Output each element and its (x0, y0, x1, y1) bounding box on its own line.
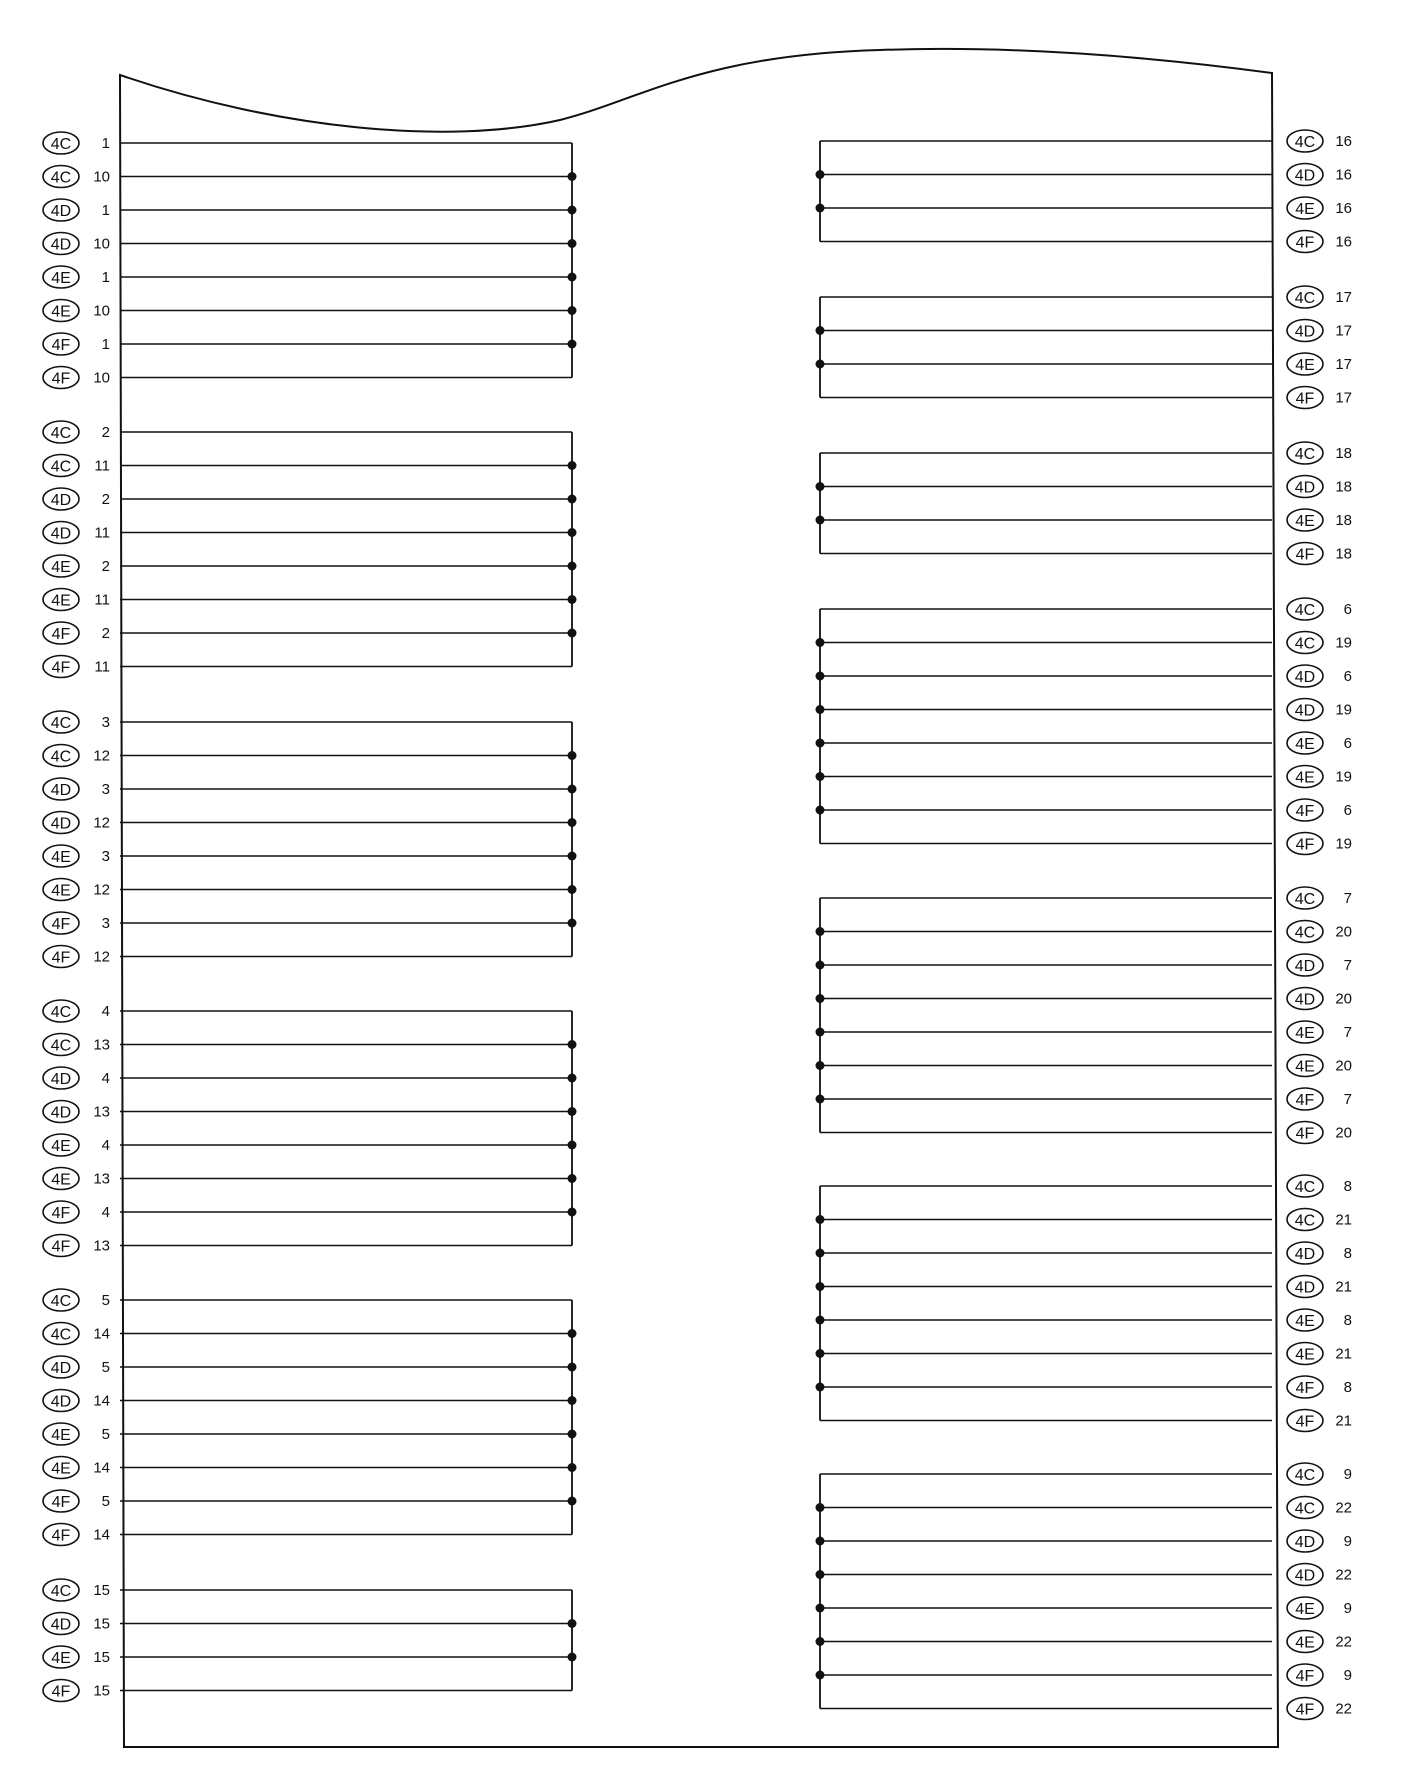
connector-label: 4D (50, 1071, 72, 1088)
connector-label: 4E (51, 1171, 71, 1189)
splice-dot (568, 528, 577, 537)
pin-number: 18 (1335, 445, 1352, 462)
connector-label: 4F (51, 916, 71, 933)
pin-number: 14 (93, 1526, 110, 1544)
connector-label: 4F (51, 1494, 71, 1511)
connector-label: 4F (51, 370, 71, 388)
splice-dot (568, 1619, 577, 1628)
splice-dot (568, 1653, 577, 1662)
pin-number: 8 (1343, 1178, 1352, 1195)
connector-label: 4E (51, 592, 71, 610)
splice-dot (816, 1604, 825, 1613)
connector-label: 4F (51, 337, 71, 354)
connector-label: 4D (1294, 1246, 1316, 1263)
pin-number: 11 (94, 524, 110, 542)
connector-label: 4C (1294, 635, 1316, 653)
connector-label: 4D (50, 1360, 72, 1377)
splice-dot (816, 360, 825, 369)
connector-label: 4F (1295, 546, 1315, 564)
pin-number: 16 (1335, 233, 1352, 251)
splice-dot (568, 340, 577, 349)
pin-number: 19 (1335, 835, 1352, 853)
connector-label: 4F (51, 626, 71, 643)
connector-label: 4C (1294, 924, 1316, 942)
splice-dot (816, 739, 825, 748)
pin-number: 4 (101, 1137, 110, 1154)
splice-dot (816, 772, 825, 781)
splice-dot (568, 1396, 577, 1405)
connector-label: 4F (1295, 234, 1315, 252)
pin-number: 7 (1343, 1091, 1352, 1108)
pin-number: 17 (1335, 389, 1352, 407)
pin-number: 13 (93, 1103, 110, 1121)
connector-label: 4E (1295, 1601, 1315, 1618)
pin-number: 14 (93, 1392, 110, 1410)
pin-number: 1 (101, 269, 110, 286)
connector-label: 4F (1295, 1380, 1315, 1397)
splice-dot (816, 1383, 825, 1392)
pin-number: 22 (1335, 1700, 1352, 1718)
connector-label: 4F (51, 1683, 71, 1701)
splice-dot (816, 1282, 825, 1291)
pin-number: 15 (93, 1649, 110, 1666)
connector-label: 4E (1295, 357, 1315, 374)
connector-label: 4C (50, 748, 72, 766)
pin-number: 20 (1335, 1124, 1352, 1142)
connector-label: 4D (1294, 958, 1316, 975)
splice-dot (568, 1174, 577, 1183)
splice-dot (816, 1671, 825, 1680)
connector-label: 4F (1295, 1125, 1315, 1143)
pin-number: 19 (1335, 768, 1352, 786)
connector-label: 4C (1294, 602, 1316, 619)
splice-dot (568, 495, 577, 504)
connector-label: 4E (51, 559, 71, 576)
splice-dot (568, 206, 577, 215)
splice-dot (816, 204, 825, 213)
splice-dot (816, 1061, 825, 1070)
right-group-5 (816, 887, 1353, 1144)
connector-label: 4C (50, 1037, 72, 1055)
pin-number: 1 (101, 202, 110, 219)
connector-label: 4E (51, 1138, 71, 1155)
pin-number: 2 (101, 625, 110, 642)
pin-number: 6 (1343, 735, 1352, 752)
connector-label: 4F (1295, 1668, 1315, 1685)
connector-label: 4F (1295, 803, 1315, 820)
splice-dot (816, 326, 825, 335)
connector-label: 4D (50, 782, 72, 799)
connector-label: 4E (1295, 201, 1315, 218)
connector-label: 4E (51, 303, 71, 321)
connector-label: 4D (50, 203, 72, 220)
pin-number: 20 (1335, 1057, 1352, 1075)
connector-label: 4E (1295, 1634, 1315, 1652)
splice-dot (816, 1249, 825, 1258)
pin-number: 14 (93, 1325, 110, 1343)
pin-number: 10 (93, 168, 110, 186)
left-group-2 (43, 421, 577, 678)
connector-label: 4C (50, 1326, 72, 1344)
pin-number: 9 (1343, 1667, 1352, 1684)
pin-number: 7 (1343, 1024, 1352, 1041)
splice-dot (816, 1349, 825, 1358)
connector-label: 4E (51, 1427, 71, 1444)
connector-label: 4C (1294, 134, 1316, 151)
pin-number: 15 (93, 1582, 110, 1599)
splice-dot (568, 172, 577, 181)
pin-number: 2 (101, 558, 110, 575)
splice-dot (568, 1040, 577, 1049)
right-group-7 (816, 1463, 1353, 1720)
pin-number: 21 (1335, 1412, 1352, 1430)
connector-label: 4C (50, 1293, 72, 1310)
pin-number: 3 (101, 781, 110, 798)
connector-label: 4E (51, 1460, 71, 1478)
connector-label: 4C (1294, 1500, 1316, 1518)
connector-label: 4F (51, 1205, 71, 1222)
splice-dot (568, 461, 577, 470)
pin-number: 8 (1343, 1379, 1352, 1396)
connector-label: 4F (51, 1527, 71, 1545)
splice-dot (568, 562, 577, 571)
pin-number: 21 (1335, 1211, 1352, 1229)
splice-dot (816, 1316, 825, 1325)
pin-number: 10 (93, 369, 110, 387)
splice-dot (816, 170, 825, 179)
splice-dot (816, 672, 825, 681)
splice-dot (568, 785, 577, 794)
splice-dot (568, 1363, 577, 1372)
connector-label: 4E (1295, 1346, 1315, 1364)
connector-label: 4E (51, 882, 71, 900)
pin-number: 4 (101, 1070, 110, 1087)
connector-label: 4D (50, 1616, 72, 1634)
connector-label: 4D (1294, 479, 1316, 497)
pin-number: 18 (1335, 478, 1352, 496)
right-group-4 (816, 598, 1353, 855)
right-connector-groups (816, 130, 1353, 1720)
left-group-1 (43, 132, 577, 389)
connector-label: 4F (1295, 1413, 1315, 1431)
connector-label: 4D (50, 815, 72, 833)
splice-dot (568, 1141, 577, 1150)
splice-dot (568, 306, 577, 315)
connector-label: 4F (1295, 390, 1315, 408)
connector-label: 4C (1294, 446, 1316, 463)
splice-dot (816, 482, 825, 491)
pin-number: 10 (93, 302, 110, 320)
pin-number: 17 (1335, 356, 1352, 373)
pin-number: 11 (94, 457, 110, 475)
pin-number: 16 (1335, 166, 1352, 184)
pin-number: 7 (1343, 957, 1352, 974)
splice-dot (816, 1537, 825, 1546)
splice-dot (568, 239, 577, 248)
connector-label: 4E (1295, 1313, 1315, 1330)
splice-dot (816, 1503, 825, 1512)
connector-label: 4E (1295, 736, 1315, 753)
connector-label: 4F (1295, 1092, 1315, 1109)
splice-dot (568, 1107, 577, 1116)
connector-label: 4C (1294, 290, 1316, 307)
pin-number: 12 (93, 814, 110, 832)
pin-number: 12 (93, 948, 110, 966)
connector-label: 4E (1295, 769, 1315, 787)
connector-label: 4F (51, 1238, 71, 1256)
right-group-3 (816, 442, 1353, 565)
connector-label: 4C (1294, 1212, 1316, 1230)
splice-dot (816, 516, 825, 525)
pin-number: 6 (1343, 668, 1352, 685)
pin-number: 18 (1335, 545, 1352, 563)
connector-label: 4D (1294, 1534, 1316, 1551)
pin-number: 8 (1343, 1245, 1352, 1262)
pin-number: 18 (1335, 512, 1352, 529)
connector-label: 4E (51, 1650, 71, 1667)
connector-label: 4E (51, 270, 71, 287)
pin-number: 4 (101, 1204, 110, 1221)
pin-number: 20 (1335, 990, 1352, 1008)
pin-number: 6 (1343, 802, 1352, 819)
pin-number: 21 (1335, 1278, 1352, 1296)
pin-number: 7 (1343, 890, 1352, 907)
pin-number: 16 (1335, 200, 1352, 217)
splice-dot (568, 919, 577, 928)
pin-number: 9 (1343, 1466, 1352, 1483)
pin-number: 16 (1335, 133, 1352, 150)
connector-label: 4D (50, 236, 72, 254)
pin-number: 1 (101, 336, 110, 353)
connector-label: 4D (1294, 167, 1316, 185)
pin-number: 22 (1335, 1566, 1352, 1584)
pin-number: 14 (93, 1459, 110, 1477)
splice-dot (816, 1095, 825, 1104)
pin-number: 17 (1335, 289, 1352, 306)
pin-number: 6 (1343, 601, 1352, 618)
pin-number: 12 (93, 747, 110, 765)
splice-dot (568, 1463, 577, 1472)
splice-dot (816, 1215, 825, 1224)
splice-dot (568, 1329, 577, 1338)
pin-number: 9 (1343, 1533, 1352, 1550)
pin-number: 10 (93, 235, 110, 253)
splice-dot (816, 1570, 825, 1579)
pin-number: 4 (101, 1003, 110, 1020)
connector-label: 4C (1294, 1467, 1316, 1484)
connector-label: 4C (50, 458, 72, 476)
connector-label: 4C (50, 1583, 72, 1600)
connector-label: 4F (1295, 1701, 1315, 1719)
connector-label: 4C (50, 1004, 72, 1021)
pin-number: 3 (101, 848, 110, 865)
pin-number: 2 (101, 424, 110, 441)
pin-number: 8 (1343, 1312, 1352, 1329)
connector-label: 4D (1294, 702, 1316, 720)
splice-dot (816, 806, 825, 815)
right-group-6 (816, 1175, 1353, 1432)
pin-number: 12 (93, 881, 110, 899)
connector-label: 4E (1295, 1058, 1315, 1076)
splice-dot (568, 751, 577, 760)
connector-label: 4D (1294, 323, 1316, 341)
connector-label: 4E (1295, 513, 1315, 530)
connector-label: 4C (50, 169, 72, 187)
splice-dot (816, 927, 825, 936)
connector-label: 4F (51, 659, 71, 677)
pin-number: 11 (94, 658, 110, 676)
pin-number: 2 (101, 491, 110, 508)
pin-number: 17 (1335, 322, 1352, 340)
splice-dot (568, 885, 577, 894)
pin-number: 3 (101, 915, 110, 932)
splice-dot (568, 1074, 577, 1083)
connector-label: 4C (50, 136, 72, 153)
splice-dot (816, 961, 825, 970)
pin-number: 13 (93, 1170, 110, 1188)
pin-number: 22 (1335, 1633, 1352, 1651)
pin-number: 13 (93, 1237, 110, 1255)
splice-dot (568, 629, 577, 638)
pin-number: 5 (101, 1493, 110, 1510)
connector-label: 4D (50, 525, 72, 543)
pin-number: 9 (1343, 1600, 1352, 1617)
pin-number: 5 (101, 1359, 110, 1376)
splice-dot (568, 595, 577, 604)
splice-dot (568, 1208, 577, 1217)
right-group-2 (816, 286, 1353, 409)
splice-dot (816, 994, 825, 1003)
splice-dot (568, 273, 577, 282)
connector-label: 4F (51, 949, 71, 967)
pin-number: 15 (93, 1682, 110, 1700)
connector-label: 4E (1295, 1025, 1315, 1042)
pin-number: 1 (101, 135, 110, 152)
connector-label: 4D (50, 1104, 72, 1122)
splice-dot (568, 818, 577, 827)
pin-number: 15 (93, 1615, 110, 1633)
pin-number: 20 (1335, 923, 1352, 941)
connector-label: 4D (50, 492, 72, 509)
splice-dot (568, 852, 577, 861)
connector-label: 4C (50, 425, 72, 442)
pin-number: 19 (1335, 701, 1352, 719)
splice-dot (568, 1497, 577, 1506)
splice-dot (816, 638, 825, 647)
pin-number: 3 (101, 714, 110, 731)
pin-number: 11 (94, 591, 110, 609)
connector-label: 4C (1294, 891, 1316, 908)
connector-label: 4D (1294, 1279, 1316, 1297)
connector-label: 4C (50, 715, 72, 732)
connector-label: 4C (1294, 1179, 1316, 1196)
pin-number: 13 (93, 1036, 110, 1054)
splice-dot (816, 1637, 825, 1646)
pin-number: 21 (1335, 1345, 1352, 1363)
splice-dot (568, 1430, 577, 1439)
connector-label: 4E (51, 849, 71, 866)
connector-label: 4D (1294, 1567, 1316, 1585)
connector-label: 4F (1295, 836, 1315, 854)
connector-label: 4D (50, 1393, 72, 1411)
pin-number: 5 (101, 1292, 110, 1309)
connector-label: 4D (1294, 991, 1316, 1009)
pin-number: 22 (1335, 1499, 1352, 1517)
pin-number: 19 (1335, 634, 1352, 652)
splice-dot (816, 1028, 825, 1037)
connector-label: 4D (1294, 669, 1316, 686)
pin-number: 5 (101, 1426, 110, 1443)
splice-dot (816, 705, 825, 714)
